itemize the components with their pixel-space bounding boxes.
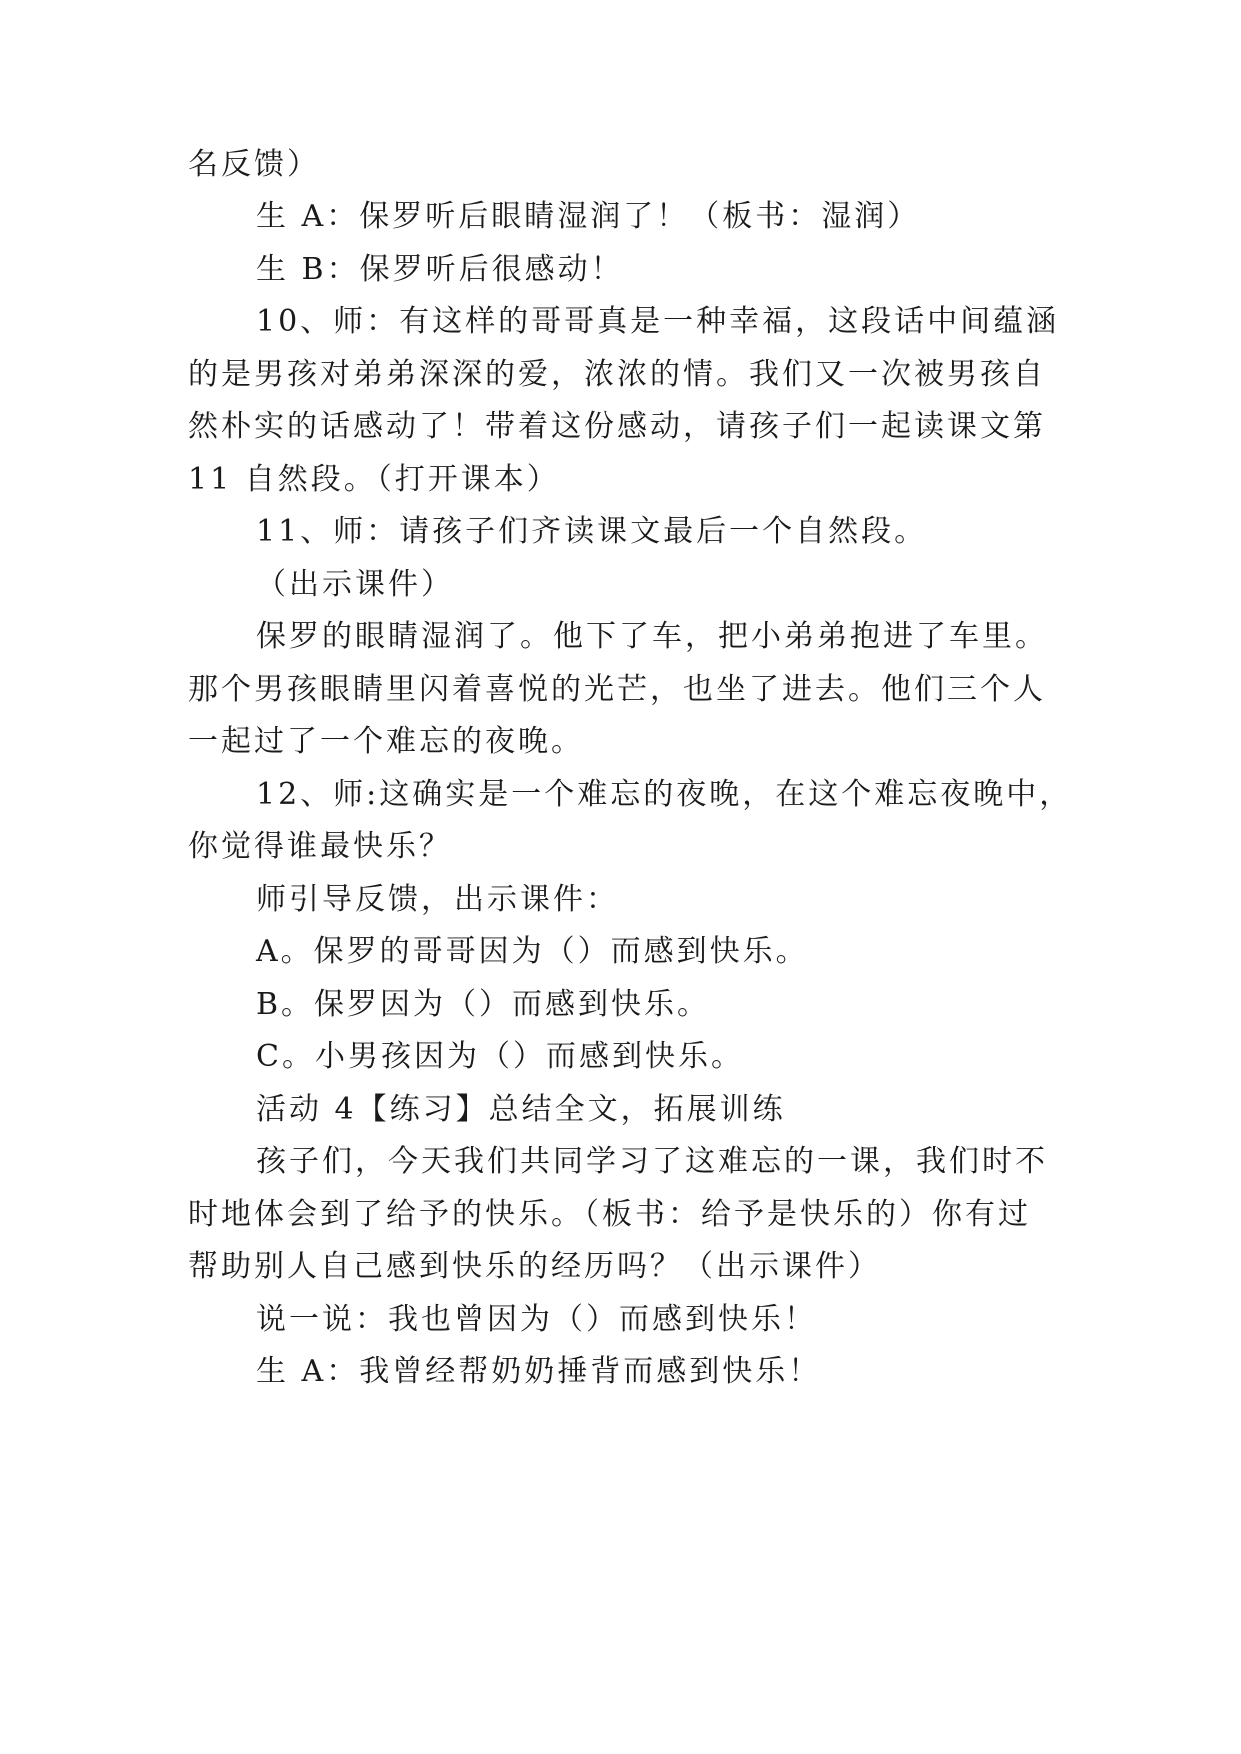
text-line: 11 自然段。（打开课本） (188, 462, 560, 497)
text-line: 10、师：有这样的哥哥真是一种幸福，这段话中间蕴涵 (256, 304, 1060, 339)
text-line: C。小男孩因为（）而感到快乐。 (256, 1039, 744, 1074)
text-line: 帮助别人自己感到快乐的经历吗？（出示课件） (188, 1249, 881, 1284)
text-line: 11、师：请孩子们齐读课文最后一个自然段。 (256, 514, 928, 549)
text-line: A。保罗的哥哥因为（）而感到快乐。 (256, 934, 809, 969)
text-line: 生 B：保罗听后很感动！ (256, 252, 624, 287)
text-line: 一起过了一个难忘的夜晚。 (188, 724, 584, 759)
text-line: 保罗的眼睛湿润了。他下了车，把小弟弟抱进了车里。 (256, 619, 1048, 654)
text-line: 12、师:这确实是一个难忘的夜晚，在这个难忘夜晚中， (256, 777, 1073, 812)
text-line: 说一说：我也曾因为（）而感到快乐！ (256, 1302, 817, 1337)
text-line: B。保罗因为（）而感到快乐。 (256, 987, 711, 1022)
text-line: 孩子们，今天我们共同学习了这难忘的一课，我们时不 (256, 1144, 1048, 1179)
text-line: 生 A：保罗听后眼睛湿润了！（板书：湿润） (256, 199, 921, 234)
text-line: 那个男孩眼睛里闪着喜悦的光芒，也坐了进去。他们三个人 (188, 672, 1046, 707)
text-line: （出示课件） (256, 567, 454, 602)
text-line: 师引导反馈，出示课件： (256, 882, 619, 917)
text-line: 活动 4【练习】总结全文，拓展训练 (256, 1092, 786, 1127)
text-line: 的是男孩对弟弟深深的爱，浓浓的情。我们又一次被男孩自 (188, 357, 1046, 392)
text-line: 你觉得谁最快乐？ (188, 829, 452, 864)
text-line: 名反馈） (188, 147, 320, 182)
text-line: 生 A：我曾经帮奶奶捶背而感到快乐！ (256, 1354, 822, 1389)
text-line: 然朴实的话感动了！带着这份感动，请孩子们一起读课文第 (188, 409, 1046, 444)
text-line: 时地体会到了给予的快乐。（板书：给予是快乐的）你有过 (188, 1197, 1031, 1232)
